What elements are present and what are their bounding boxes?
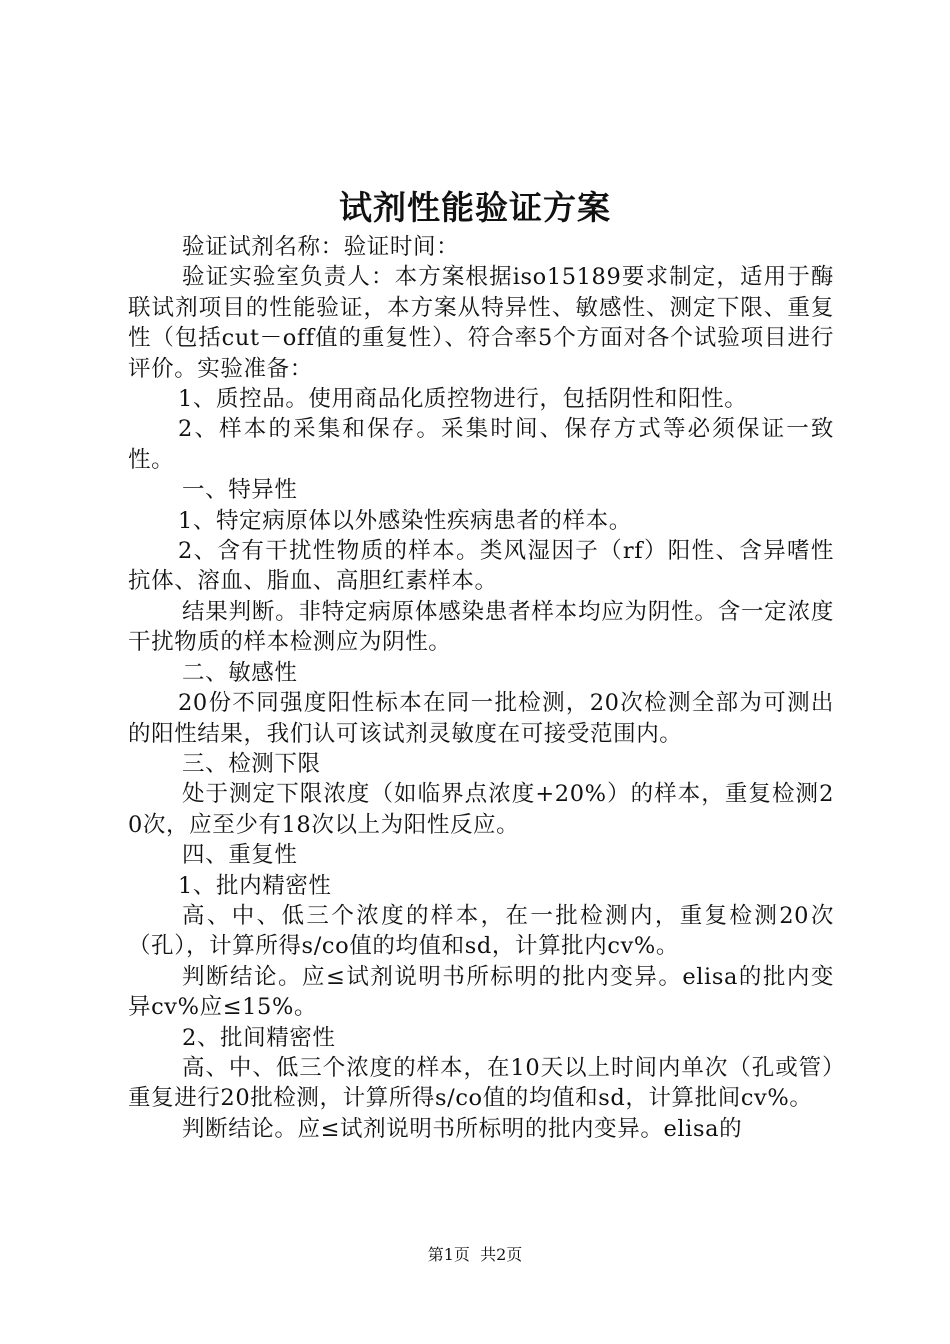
- paragraph-inter-batch-method: 高、中、低三个浓度的样本，在10天以上时间内单次（孔或管）重复进行20批检测，计算所得s/co值的均值和sd，计算批间cv%。: [128, 1054, 834, 1112]
- paragraph-reagent-name: 验证试剂名称：验证时间：: [182, 234, 460, 260]
- paragraph-prep-2: 2、样本的采集和保存。采集时间、保存方式等必须保证一致性。: [128, 416, 834, 473]
- document-title: 试剂性能验证方案: [339, 188, 611, 227]
- paragraph-prep-1: 1、质控品。使用商品化质控物进行，包括阴性和阳性。: [178, 386, 748, 413]
- paragraph-intra-batch-conclusion: 判断结论。应≤试剂说明书所标明的批内变异。elisa的批内变异cv%应≤15%。: [128, 963, 834, 1021]
- subheading-inter-batch: 2、批间精密性: [182, 1024, 336, 1051]
- section-heading-repeatability: 四、重复性: [182, 842, 298, 869]
- paragraph-inter-batch-conclusion: 判断结论。应≤试剂说明书所标明的批内变异。elisa的: [182, 1115, 743, 1142]
- paragraph-detection-limit: 处于测定下限浓度（如临界点浓度+20%）的样本，重复检测20次，应至少有18次以上为阳性反应。: [128, 781, 834, 838]
- section-heading-detection-limit: 三、检测下限: [182, 750, 321, 777]
- paragraph-intra-batch-method: 高、中、低三个浓度的样本，在一批检测内，重复检测20次（孔），计算所得s/co值的均值和sd，计算批内cv%。: [128, 902, 834, 960]
- paragraph-specificity-2: 2、含有干扰性物质的样本。类风湿因子（rf）阳性、含异嗜性抗体、溶血、脂血、高胆红素样本。: [128, 538, 834, 595]
- page-number: 第1页: [427, 1245, 470, 1264]
- paragraph-intro: 验证实验室负责人：本方案根据iso15189要求制定，适用于酶联试剂项目的性能验证，本方案从特异性、敏感性、测定下限、重复性（包括cut－off值的重复性）、符合率5个方面对各个试验项目进行评价。实验准备：: [128, 264, 834, 382]
- section-heading-specificity: 一、特异性: [182, 477, 298, 504]
- paragraph-specificity-result: 结果判断。非特定病原体感染患者样本均应为阴性。含一定浓度干扰物质的样本检测应为阴性。: [128, 598, 834, 656]
- subheading-intra-batch: 1、批内精密性: [178, 872, 332, 899]
- paragraph-sensitivity: 20份不同强度阳性标本在同一批检测，20次检测全部为可测出的阳性结果，我们认可该试剂灵敏度在可接受范围内。: [128, 690, 834, 747]
- page-footer: [0, 1244, 950, 1266]
- document-body: [128, 232, 834, 1144]
- page-total: 共2页: [480, 1245, 523, 1264]
- section-heading-sensitivity: 二、敏感性: [182, 659, 298, 686]
- paragraph-specificity-1: 1、特定病原体以外感染性疾病患者的样本。: [178, 507, 632, 534]
